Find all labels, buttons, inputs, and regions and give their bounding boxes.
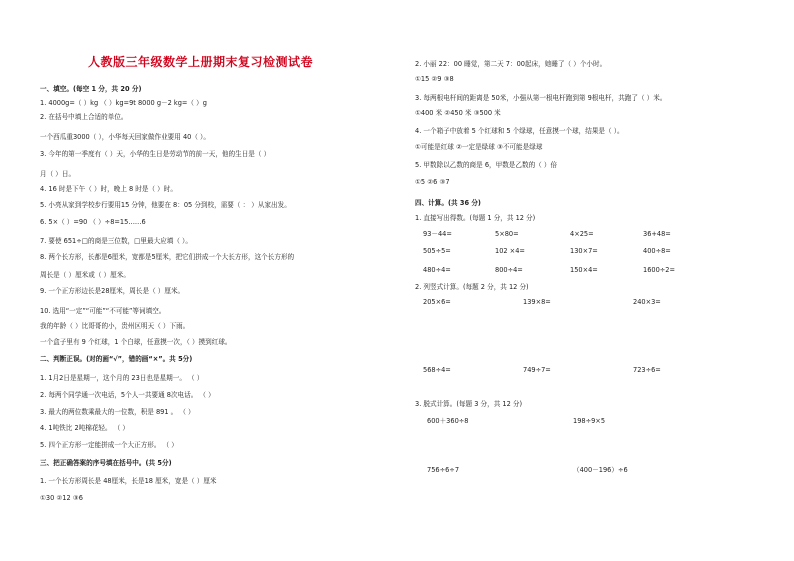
- oral-calc-item: 36+48=: [643, 230, 671, 238]
- oral-calc-item: 480÷4=: [423, 266, 451, 274]
- left-line-14: 10. 选用“一定”“可能”“不可能”等词填空。: [40, 307, 166, 315]
- oral-calc-item: 130×7=: [570, 247, 598, 255]
- oral-calc-item: 800÷4=: [495, 266, 523, 274]
- left-line-15: 我的年龄（ ）比哥哥的小，贵州区明天（ ）下雨。: [40, 322, 190, 330]
- oral-calc-item: 5×80=: [495, 230, 519, 238]
- left-line-20: 3. 最大的两位数乘最大的一位数，积是 891 。 （ ）: [40, 408, 195, 416]
- right-line-1: 2. 小丽 22：00 睡觉，第二天 7：00起床，她睡了（ ）个小时。: [415, 60, 607, 68]
- left-line-7: 4. 16 时是下午（ ）时，晚上 8 时是（ ）时。: [40, 185, 177, 193]
- oral-calc-item: 102 ×4=: [495, 247, 525, 255]
- oral-calc-item: 400÷8=: [643, 247, 671, 255]
- left-line-6: 月（ ）日。: [40, 170, 76, 178]
- right-line-10: 1. 直接写出得数。(每题 1 分，共 12 分): [415, 214, 536, 222]
- mixed-calc-item: 600＋360÷8: [427, 417, 469, 425]
- vertical-calc-item: 240×3=: [633, 298, 661, 306]
- oral-calc-item: 4×25=: [570, 230, 594, 238]
- right-line-5: 4. 一个箱子中放着 5 个红球和 5 个绿球，任意摸一个球，结果是（ ）。: [415, 127, 624, 135]
- left-line-16: 一个盒子里有 9 个红球，1 个白球，任意摸一次，（ ）摸到红球。: [40, 338, 232, 346]
- oral-calc-item: 505÷5=: [423, 247, 451, 255]
- mixed-calc-item: 198÷9×5: [573, 417, 606, 425]
- left-line-10: 7. 要使 651÷□的商是三位数，□里最大应填（ ）。: [40, 237, 192, 245]
- left-line-19: 2. 每两个同学通一次电话，5个人一共要通 8次电话。 （ ）: [40, 391, 215, 399]
- oral-calc-item: 93－44=: [423, 230, 452, 238]
- vertical-calc-item: 139×8=: [523, 298, 551, 306]
- left-line-1: 一、填空。(每空 1 分，共 20 分): [40, 85, 142, 93]
- left-line-5: 3. 今年的第一季度有（ ）天，小华的生日是劳动节的前一天，他的生日是（ ）: [40, 150, 271, 158]
- vertical-calc-title: 2. 列竖式计算。(每题 2 分，共 12 分): [415, 283, 529, 291]
- left-line-8: 5. 小亮从家到学校步行要用15 分钟，他要在 8：05 分到校，需要（ ： ）从家出发。: [40, 201, 291, 209]
- left-line-2: 1. 4000g=（ ）kg （ ）kg=9t 8000 g－2 kg=（ ）g: [40, 99, 207, 107]
- left-line-24: 1. 一个长方形周长是 48厘米，长是18 厘米，宽是（ ）厘米: [40, 477, 217, 485]
- right-line-8: ①5 ②6 ③7: [415, 178, 450, 186]
- vertical-calc-item: 568÷4=: [423, 366, 451, 374]
- right-line-9: 四、计算。(共 36 分): [415, 199, 481, 207]
- left-line-17: 二、判断正误。(对的画“√”，错的画“×”。共 5分): [40, 355, 193, 363]
- left-line-21: 4. 1吨铁比 2吨棉花轻。 （ ）: [40, 424, 130, 432]
- right-line-3: 3. 每两根电杆间的距离是 50米，小强从第一根电杆跑到第 9根电杆，共跑了（ ）米。: [415, 94, 667, 102]
- oral-calc-item: 1600÷2=: [643, 266, 676, 274]
- left-line-13: 9. 一个正方形边长是28厘米，周长是（ ）厘米。: [40, 287, 185, 295]
- left-line-22: 5. 四个正方形一定能拼成一个大正方形。 （ ）: [40, 441, 178, 449]
- left-line-23: 三、把正确答案的序号填在括号中。(共 5分): [40, 459, 172, 467]
- right-line-7: 5. 甲数除以乙数的商是 6，甲数是乙数的（ ）倍: [415, 161, 558, 169]
- left-line-11: 8. 两个长方形，长都是6厘米，宽都是5厘米，把它们拼成一个大长方形，这个长方形的: [40, 253, 295, 261]
- right-line-6: ①可能是红球 ②一定是绿球 ③不可能是绿球: [415, 143, 543, 151]
- left-line-3: 2. 在括号中填上合适的单位。: [40, 113, 128, 121]
- mixed-calc-item: 756÷6÷7: [427, 466, 460, 474]
- left-line-12: 周长是（ ）厘米或（ ）厘米。: [40, 271, 130, 279]
- left-line-25: ①30 ②12 ③6: [40, 494, 83, 502]
- mixed-calc-item: （400－196）÷6: [573, 466, 628, 474]
- vertical-calc-item: 205×6=: [423, 298, 451, 306]
- right-line-2: ①15 ②9 ③8: [415, 75, 454, 83]
- vertical-calc-item: 749÷7=: [523, 366, 551, 374]
- left-line-9: 6. 5×（ ）=90 （ ）÷8=15……6: [40, 218, 146, 226]
- oral-calc-item: 150×4=: [570, 266, 598, 274]
- mixed-calc-title: 3. 脱式计算。(每题 3 分，共 12 分): [415, 400, 523, 408]
- left-line-4: 一个西瓜重3000（ ），小华每天回家做作业要用 40（ ）。: [40, 133, 210, 141]
- page-title: 人教版三年级数学上册期末复习检测试卷: [88, 55, 314, 69]
- right-line-4: ①400 米 ②450 米 ③500 米: [415, 109, 501, 117]
- left-line-18: 1. 1月2日是星期一，这个月的 23日也是星期一。 （ ）: [40, 374, 204, 382]
- vertical-calc-item: 723÷6=: [633, 366, 661, 374]
